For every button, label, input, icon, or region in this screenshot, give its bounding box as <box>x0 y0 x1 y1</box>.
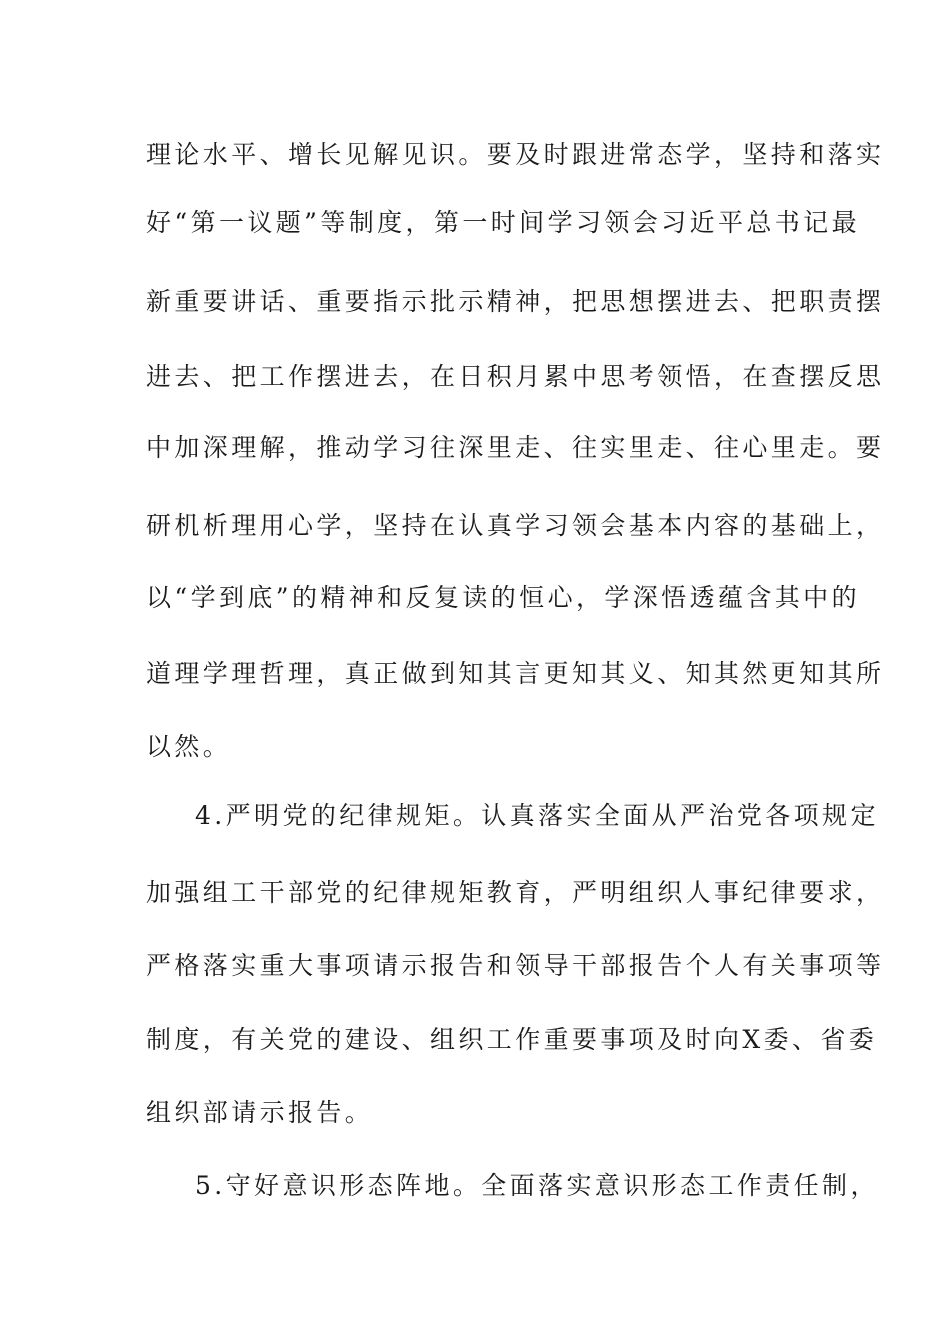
paragraph-5-heading-line: 5.守好意识形态阵地。全面落实意识形态工作责任制， <box>195 1171 879 1200</box>
text-line: 好“第一议题”等制度，第一时间学习领会习近平总书记最 <box>146 208 860 237</box>
text-line: 道理学理哲理，真正做到知其言更知其义、知其然更知其所 <box>146 659 885 688</box>
text-line: 理论水平、增长见解见识。要及时跟进常态学，坚持和落实 <box>146 140 885 169</box>
paragraph-4-heading-line: 4.严明党的纪律规矩。认真落实全面从严治党各项规定 <box>195 801 879 830</box>
text-line: 组织部请示报告。 <box>146 1098 374 1127</box>
text-line: 以然。 <box>146 732 232 761</box>
text-line: 研机析理用心学，坚持在认真学习领会基本内容的基础上， <box>146 511 885 540</box>
text-line: 加强组工干部党的纪律规矩教育，严明组织人事纪律要求， <box>146 878 885 907</box>
text-line: 以“学到底”的精神和反复读的恒心，学深悟透蕴含其中的 <box>146 583 860 612</box>
text-line: 进去、把工作摆进去，在日积月累中思考领悟，在查摆反思 <box>146 362 885 391</box>
text-line: 严格落实重大事项请示报告和领导干部报告个人有关事项等 <box>146 951 885 980</box>
text-line: 新重要讲话、重要指示批示精神，把思想摆进去、把职责摆 <box>146 287 885 316</box>
text-line: 制度，有关党的建设、组织工作重要事项及时向X委、省委 <box>146 1025 878 1054</box>
text-line: 中加深理解，推动学习往深里走、往实里走、往心里走。要 <box>146 433 885 462</box>
